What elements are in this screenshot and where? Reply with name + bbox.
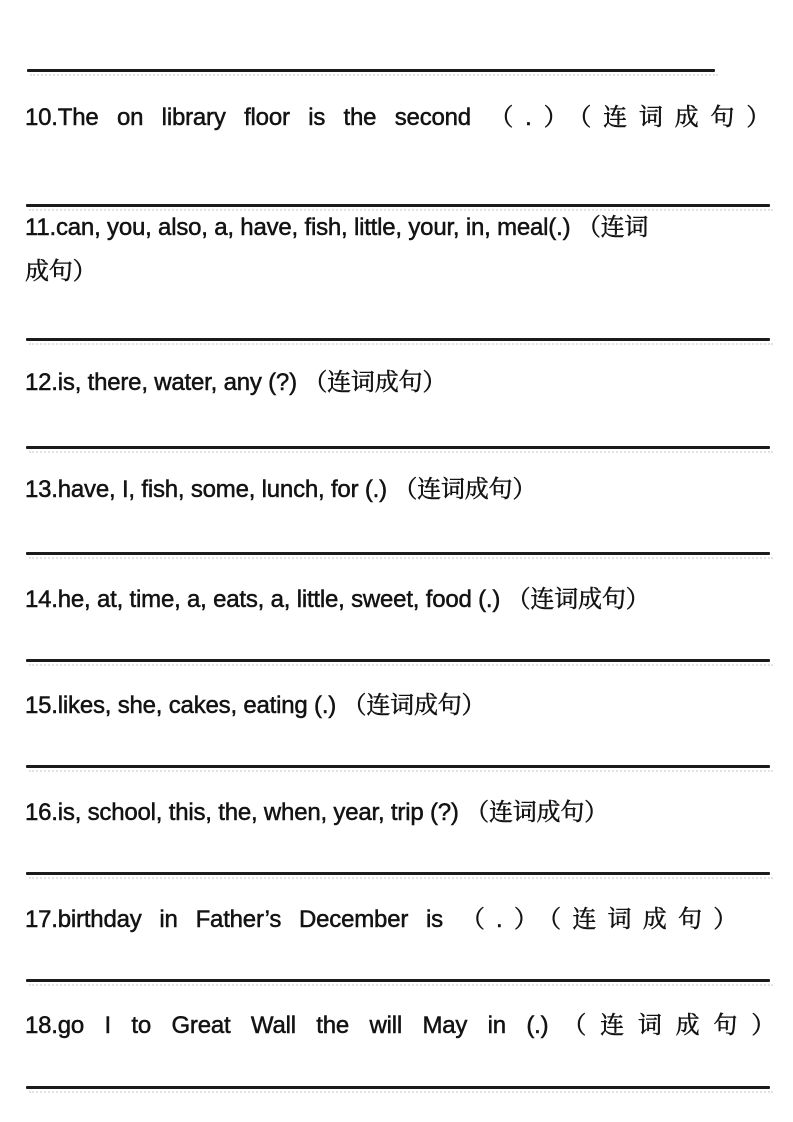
exercise-item-12: 12.is, there, water, any (?) （连词成句） <box>25 369 447 396</box>
exercise-line: 成句） <box>25 258 97 285</box>
answer-line <box>26 659 770 662</box>
answer-line <box>26 338 770 341</box>
exercise-item-13: 13.have, I, fish, some, lunch, for (.) （连词成句） <box>25 476 537 503</box>
exercise-item-10: 10.The on library floor is the second （.）（连词成句） <box>25 104 770 131</box>
exercise-item-11 <box>25 206 770 294</box>
exercise-item-16: 16.is, school, this, the, when, year, trip (?) （连词成句） <box>25 799 608 826</box>
answer-line <box>26 1086 770 1089</box>
answer-line <box>26 552 770 555</box>
answer-line <box>26 979 770 982</box>
exercise-item-18: 18.go I to Great Wall the will May in (.)（连词成句） <box>25 1012 775 1039</box>
exercise-item-14: 14.he, at, time, a, eats, a, little, sweet, food (.) （连词成句） <box>25 586 650 613</box>
answer-line <box>26 872 770 875</box>
exercise-item-15: 15.likes, she, cakes, eating (.) （连词成句） <box>25 692 486 719</box>
answer-line <box>26 446 770 449</box>
exercise-line: 11.can, you, also, a, have, fish, little, your, in, meal(.) （连词 <box>25 214 649 241</box>
answer-line <box>26 765 770 768</box>
exercise-item-17: 17.birthday in Father’s December is （.）（连词成句） <box>25 906 737 933</box>
answer-line <box>27 69 715 72</box>
